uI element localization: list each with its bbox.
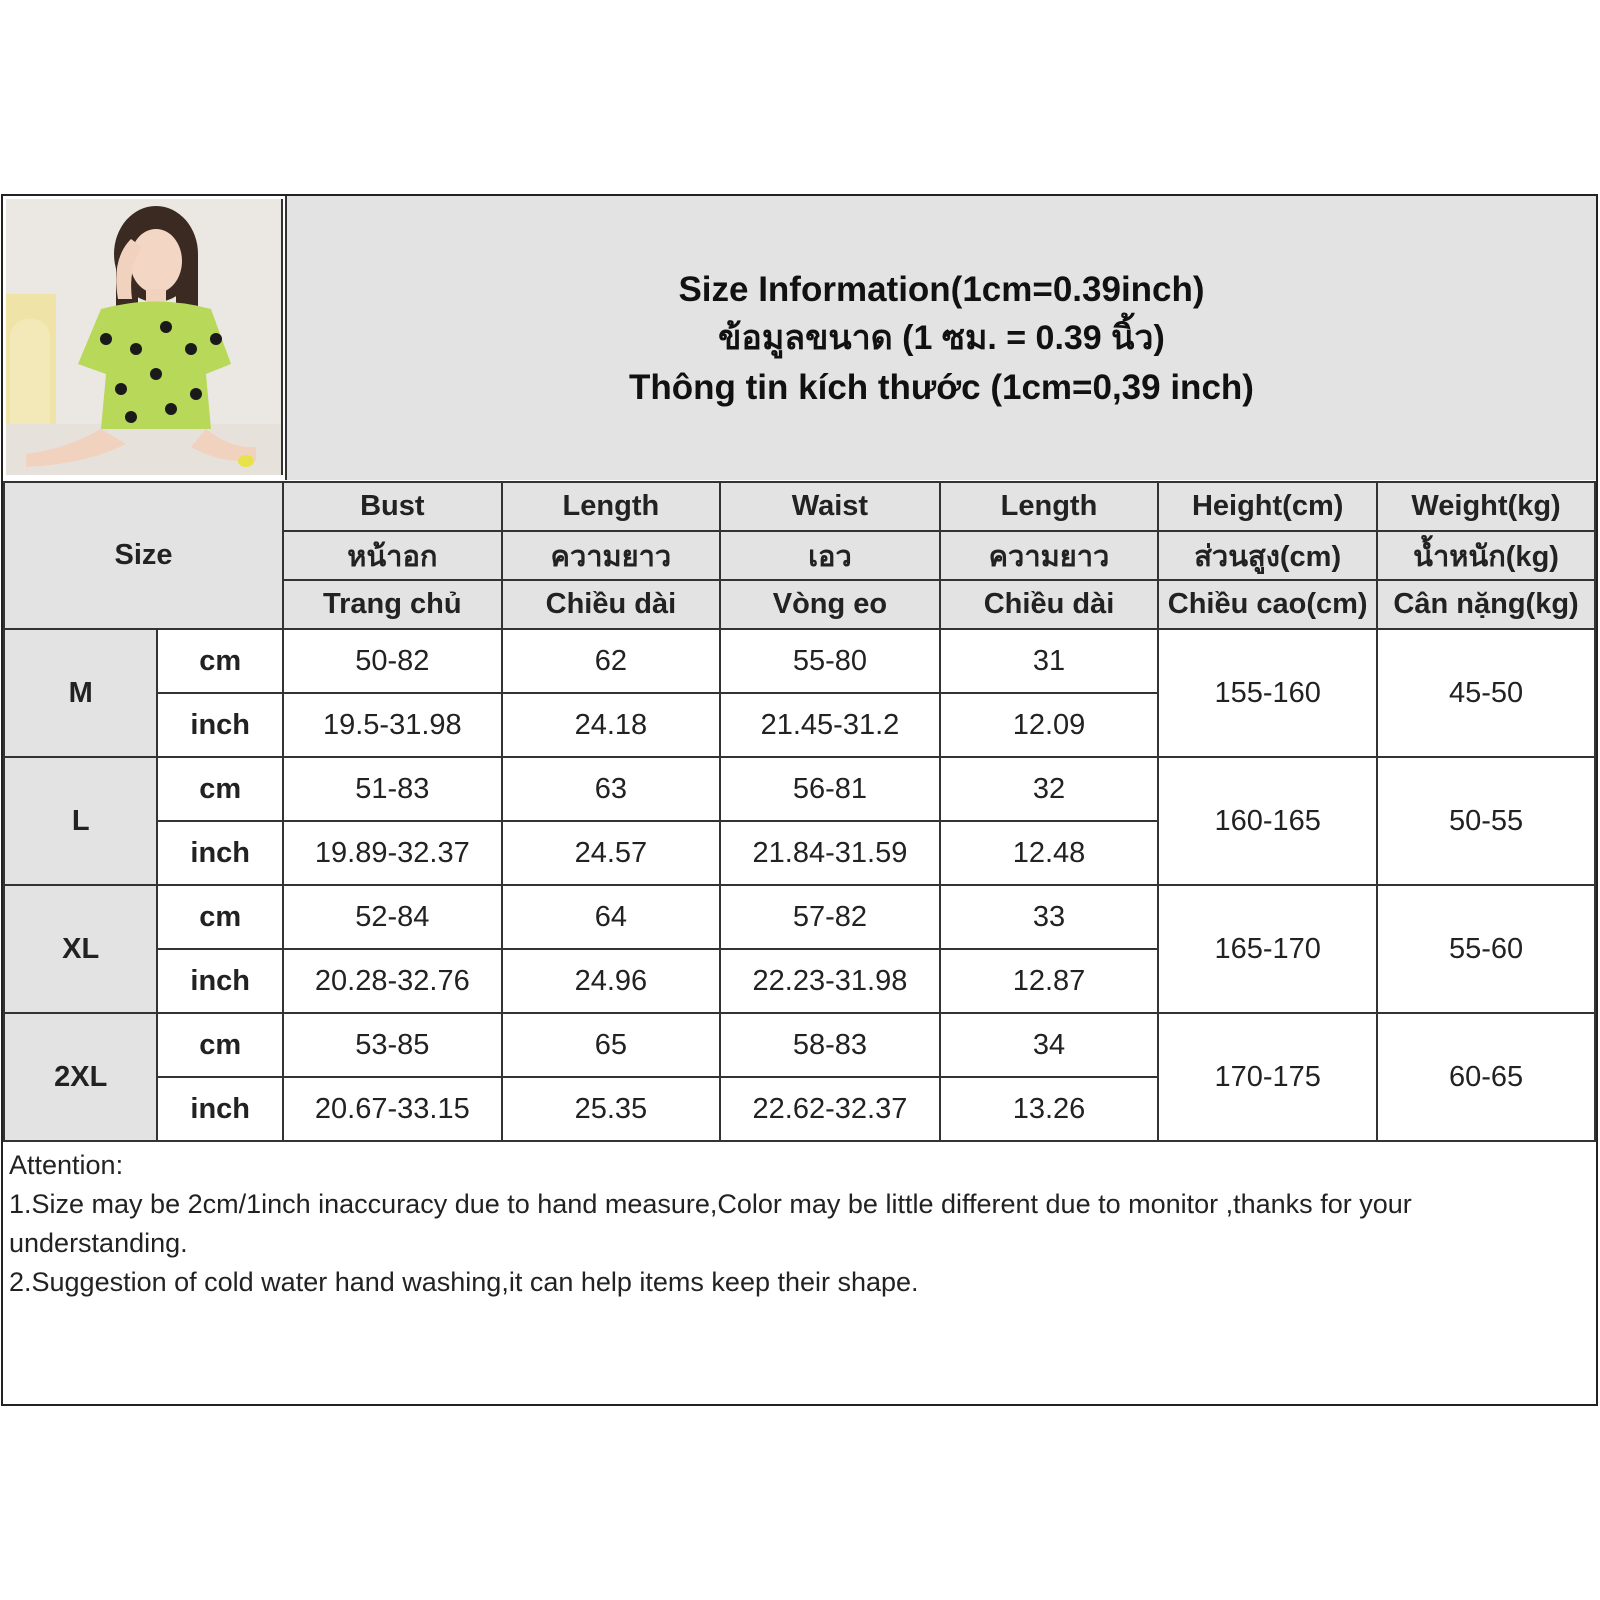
column-header: Weight(kg) xyxy=(1377,482,1595,531)
attention-notes xyxy=(9,1146,1589,1302)
header-row-english xyxy=(4,482,1595,531)
table-cell: 57-82 xyxy=(720,885,940,949)
size-label: M xyxy=(4,629,157,757)
unit-label: inch xyxy=(157,1077,283,1141)
column-header: ความยาว xyxy=(502,531,720,580)
column-header: ความยาว xyxy=(940,531,1158,580)
size-label: 2XL xyxy=(4,1013,157,1141)
table-cell: 20.67-33.15 xyxy=(283,1077,502,1141)
table-cell: 62 xyxy=(502,629,720,693)
title-english: Size Information(1cm=0.39inch) xyxy=(678,269,1205,309)
table-cell: 60-65 xyxy=(1377,1013,1595,1141)
table-cell: 50-82 xyxy=(283,629,502,693)
table-cell: 12.09 xyxy=(940,693,1158,757)
table-row xyxy=(4,1013,1595,1077)
table-cell: 52-84 xyxy=(283,885,502,949)
column-header: Chiều dài xyxy=(940,580,1158,629)
table-cell: 64 xyxy=(502,885,720,949)
table-cell: 13.26 xyxy=(940,1077,1158,1141)
notes-line-1: 1.Size may be 2cm/1inch inaccuracy due to hand measure,Color may be little different due to monitor ,thanks for your understanding. xyxy=(9,1189,1412,1258)
table-row xyxy=(4,885,1595,949)
title-vietnamese: Thông tin kích thước (1cm=0,39 inch) xyxy=(629,367,1254,407)
table-cell: 32 xyxy=(940,757,1158,821)
model-photo-icon xyxy=(6,199,281,475)
title-thai: ข้อมูลขนาด (1 ซม. = 0.39 นิ้ว) xyxy=(718,318,1165,357)
table-cell: 20.28-32.76 xyxy=(283,949,502,1013)
column-header: Cân nặng(kg) xyxy=(1377,580,1595,629)
table-cell: 45-50 xyxy=(1377,629,1595,757)
table-cell: 21.84-31.59 xyxy=(720,821,940,885)
table-cell: 56-81 xyxy=(720,757,940,821)
table-cell: 55-60 xyxy=(1377,885,1595,1013)
size-header: Size xyxy=(4,482,283,629)
column-header: ส่วนสูง(cm) xyxy=(1158,531,1377,580)
table-cell: 22.23-31.98 xyxy=(720,949,940,1013)
column-header: Waist xyxy=(720,482,940,531)
table-row xyxy=(4,757,1595,821)
table-cell: 165-170 xyxy=(1158,885,1377,1013)
column-header: Vòng eo xyxy=(720,580,940,629)
unit-label: cm xyxy=(157,629,283,693)
size-label: XL xyxy=(4,885,157,1013)
unit-label: inch xyxy=(157,821,283,885)
table-cell: 51-83 xyxy=(283,757,502,821)
table-cell: 63 xyxy=(502,757,720,821)
table-cell: 24.96 xyxy=(502,949,720,1013)
table-cell: 155-160 xyxy=(1158,629,1377,757)
table-row xyxy=(4,629,1595,693)
column-header: หน้าอก xyxy=(283,531,502,580)
table-cell: 24.18 xyxy=(502,693,720,757)
table-cell: 19.89-32.37 xyxy=(283,821,502,885)
unit-label: inch xyxy=(157,949,283,1013)
table-cell: 24.57 xyxy=(502,821,720,885)
table-cell: 53-85 xyxy=(283,1013,502,1077)
size-table xyxy=(3,481,1596,1142)
column-header: Bust xyxy=(283,482,502,531)
unit-label: cm xyxy=(157,885,283,949)
table-cell: 25.35 xyxy=(502,1077,720,1141)
table-cell: 170-175 xyxy=(1158,1013,1377,1141)
column-header: Chiều dài xyxy=(502,580,720,629)
table-cell: 31 xyxy=(940,629,1158,693)
column-header: Trang chủ xyxy=(283,580,502,629)
column-header: Length xyxy=(502,482,720,531)
table-cell: 22.62-32.37 xyxy=(720,1077,940,1141)
table-cell: 19.5-31.98 xyxy=(283,693,502,757)
column-header: Chiều cao(cm) xyxy=(1158,580,1377,629)
size-label: L xyxy=(4,757,157,885)
notes-heading: Attention: xyxy=(9,1150,124,1180)
table-cell: 12.48 xyxy=(940,821,1158,885)
table-cell: 12.87 xyxy=(940,949,1158,1013)
column-header: น้ำหนัก(kg) xyxy=(1377,531,1595,580)
table-cell: 33 xyxy=(940,885,1158,949)
size-chart-sheet xyxy=(1,194,1598,1406)
table-cell: 34 xyxy=(940,1013,1158,1077)
unit-label: cm xyxy=(157,757,283,821)
unit-label: cm xyxy=(157,1013,283,1077)
table-cell: 65 xyxy=(502,1013,720,1077)
column-header: Height(cm) xyxy=(1158,482,1377,531)
table-cell: 55-80 xyxy=(720,629,940,693)
table-cell: 160-165 xyxy=(1158,757,1377,885)
table-cell: 21.45-31.2 xyxy=(720,693,940,757)
unit-label: inch xyxy=(157,693,283,757)
title-box xyxy=(285,196,1596,480)
column-header: Length xyxy=(940,482,1158,531)
table-cell: 58-83 xyxy=(720,1013,940,1077)
notes-line-2: 2.Suggestion of cold water hand washing,it can help items keep their shape. xyxy=(9,1267,919,1297)
model-photo xyxy=(6,199,283,475)
table-cell: 50-55 xyxy=(1377,757,1595,885)
column-header: เอว xyxy=(720,531,940,580)
